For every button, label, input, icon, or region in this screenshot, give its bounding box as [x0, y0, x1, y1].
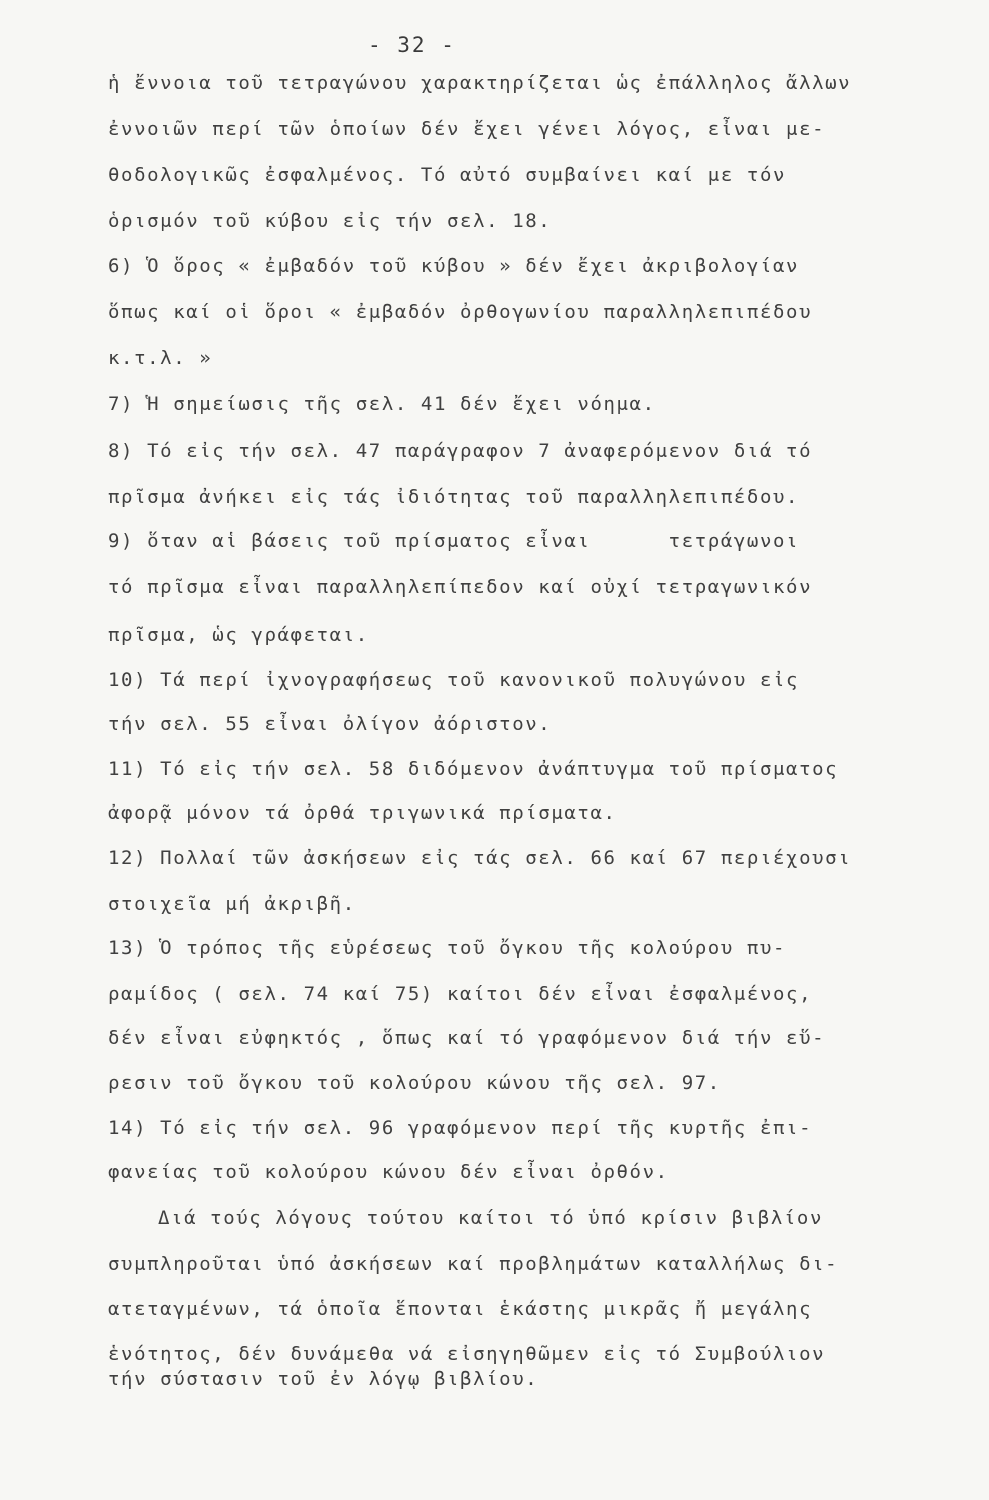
- text-line: 8) Τό εἰς τήν σελ. 47 παράγραφον 7 ἀναφερόμενον διά τό: [108, 440, 813, 462]
- text-line: ἐννοιῶν περί τῶν ὁποίων δέν ἔχει γένει λόγος, εἶναι με-: [108, 118, 826, 140]
- text-line: Διά τούς λόγους τούτου καίτοι τό ὑπό κρίσιν βιβλίον: [158, 1207, 823, 1229]
- page-number: - 32 -: [368, 33, 456, 57]
- text-line: πρῖσμα, ὡς γράφεται.: [108, 624, 369, 646]
- text-line: 10) Τά περί ἰχνογραφήσεως τοῦ κανονικοῦ πολυγώνου εἰς: [108, 669, 800, 691]
- text-line: κ.τ.λ. »: [108, 347, 213, 369]
- text-line: ἡ ἔννοια τοῦ τετραγώνου χαρακτηρίζεται ὡς ἐπάλληλος ἄλλων: [108, 72, 852, 94]
- text-line: 14) Τό εἰς τήν σελ. 96 γραφόμενον περί τῆς κυρτῆς ἐπι-: [108, 1117, 813, 1139]
- text-line: ὅπως καί οἱ ὅροι « ἐμβαδόν ὀρθογωνίου παραλληλεπιπέδου: [108, 301, 813, 323]
- text-line: 11) Τό εἰς τήν σελ. 58 διδόμενον ἀνάπτυγμα τοῦ πρίσματος: [108, 758, 839, 780]
- text-line: τήν σύστασιν τοῦ ἐν λόγῳ βιβλίου.: [108, 1368, 539, 1390]
- text-line: φανείας τοῦ κολούρου κώνου δέν εἶναι ὀρθόν.: [108, 1161, 669, 1183]
- text-line: 6) Ὁ ὅρος « ἐμβαδόν τοῦ κύβου » δέν ἔχει ἀκριβολογίαν: [108, 255, 800, 277]
- text-line: θοδολογικῶς ἐσφαλμένος. Τό αὐτό συμβαίνει καί με τόν: [108, 164, 787, 186]
- text-line: ἀφορᾷ μόνον τά ὀρθά τριγωνικά πρίσματα.: [108, 802, 617, 824]
- text-line: ἑνότητος, δέν δυνάμεθα νά εἰσηγηθῶμεν εἰς τό Συμβούλιον: [108, 1343, 826, 1365]
- text-line: ραμίδος ( σελ. 74 καί 75) καίτοι δέν εἶναι ἐσφαλμένος,: [108, 983, 813, 1005]
- text-line: τήν σελ. 55 εἶναι ὀλίγον ἀόριστον.: [108, 713, 552, 735]
- text-line: στοιχεῖα μή ἀκριβῆ.: [108, 893, 356, 915]
- text-line: 7) Ἡ σημείωσις τῆς σελ. 41 δέν ἔχει νόημα.: [108, 393, 656, 415]
- text-line: τό πρῖσμα εἶναι παραλληλεπίπεδον καί οὐχί τετραγωνικόν: [108, 576, 813, 598]
- text-line: ρεσιν τοῦ ὄγκου τοῦ κολούρου κώνου τῆς σελ. 97.: [108, 1072, 721, 1094]
- text-line: 12) Πολλαί τῶν ἀσκήσεων εἰς τάς σελ. 66 καί 67 περιέχουσι: [108, 847, 852, 869]
- text-line: συμπληροῦται ὑπό ἀσκήσεων καί προβλημάτων καταλλήλως δι-: [108, 1253, 839, 1275]
- text-line: 13) Ὁ τρόπος τῆς εὑρέσεως τοῦ ὄγκου τῆς κολούρου πυ-: [108, 937, 787, 959]
- text-line: δέν εἶναι εὐφηκτός , ὅπως καί τό γραφόμενον διά τήν εὕ-: [108, 1027, 826, 1049]
- text-line: 9) ὅταν αἱ βάσεις τοῦ πρίσματος εἶναι τετράγωνοι: [108, 530, 800, 552]
- text-line: ατεταγμένων, τά ὁποῖα ἕπονται ἑκάστης μικρᾶς ἤ μεγάλης: [108, 1298, 813, 1320]
- text-line: ὁρισμόν τοῦ κύβου εἰς τήν σελ. 18.: [108, 210, 552, 232]
- text-line: πρῖσμα ἀνήκει εἰς τάς ἰδιότητας τοῦ παραλληλεπιπέδου.: [108, 486, 800, 508]
